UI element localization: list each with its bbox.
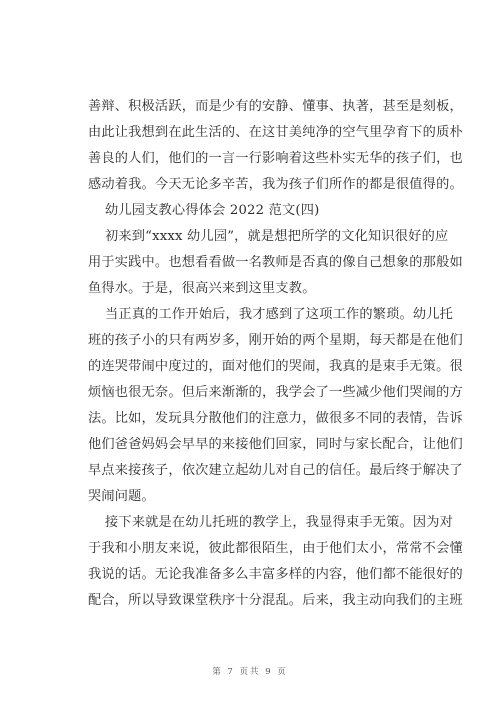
text-line: 哭闹问题。 [88,489,155,504]
text-line: 的连哭带闹中度过的，面对他们的哭闹，我真的是束手无策。很 [88,359,463,374]
text-line: 早点来接孩子，依次建立起幼儿对自己的信任。最后终于解决了 [88,463,463,478]
text-line: 初来到“xxxx 幼儿园”，就是想把所学的文化知识很好的应 [105,229,449,244]
section-heading [88,198,436,224]
text-line: 善良的人们，他们的一言一行影响着这些朴实无华的孩子们，也 [88,151,463,166]
paragraph [88,510,463,614]
paragraph-continued [88,94,463,198]
text-line: 善辩、积极活跃，而是少有的安静、懂事、执著，甚至是刻板， [88,99,463,114]
paragraph [88,302,463,510]
text-line: 法。比如，发玩具分散他们的注意力，做很多不同的表情，告诉 [88,411,463,426]
text-line: 由此让我想到在此生活的、在这甘美纯净的空气里孕育下的质朴 [88,125,463,140]
text-line: 鱼得水。于是，很高兴来到这里支教。 [88,281,316,296]
text-line: 接下来就是在幼儿托班的教学上，我显得束手无策。因为对 [105,515,454,530]
section-heading-text: 幼儿园支教心得体会 2022 范文(四) [105,203,320,218]
text-line: 我说的话。无论我准备多么丰富多样的内容，他们都不能很好的 [88,567,463,582]
page-number-footer: 第 7 页共 9 页 [212,667,288,677]
text-line: 用于实践中。也想看看做一名教师是否真的像自己想象的那般如 [88,255,463,270]
text-line: 配合，所以导致课堂秩序十分混乱。后来，我主动向我们的主班 [88,593,463,608]
document-body [88,94,463,614]
text-line: 烦恼也很无奈。但后来渐渐的，我学会了一些减少他们哭闹的方 [88,385,463,400]
text-line: 当正真的工作开始后，我才感到了这项工作的繁琐。幼儿托 [105,307,454,322]
paragraph [88,224,463,302]
text-line: 班的孩子小的只有两岁多，刚开始的两个星期，每天都是在他们 [88,333,463,348]
text-line: 于我和小朋友来说，彼此都很陌生，由于他们太小，常常不会懂 [88,541,463,556]
text-line: 他们爸爸妈妈会早早的来接他们回家，同时与家长配合，让他们 [88,437,463,452]
text-line: 感动着我。今天无论多辛苦，我为孩子们所作的都是很值得的。 [88,177,463,192]
